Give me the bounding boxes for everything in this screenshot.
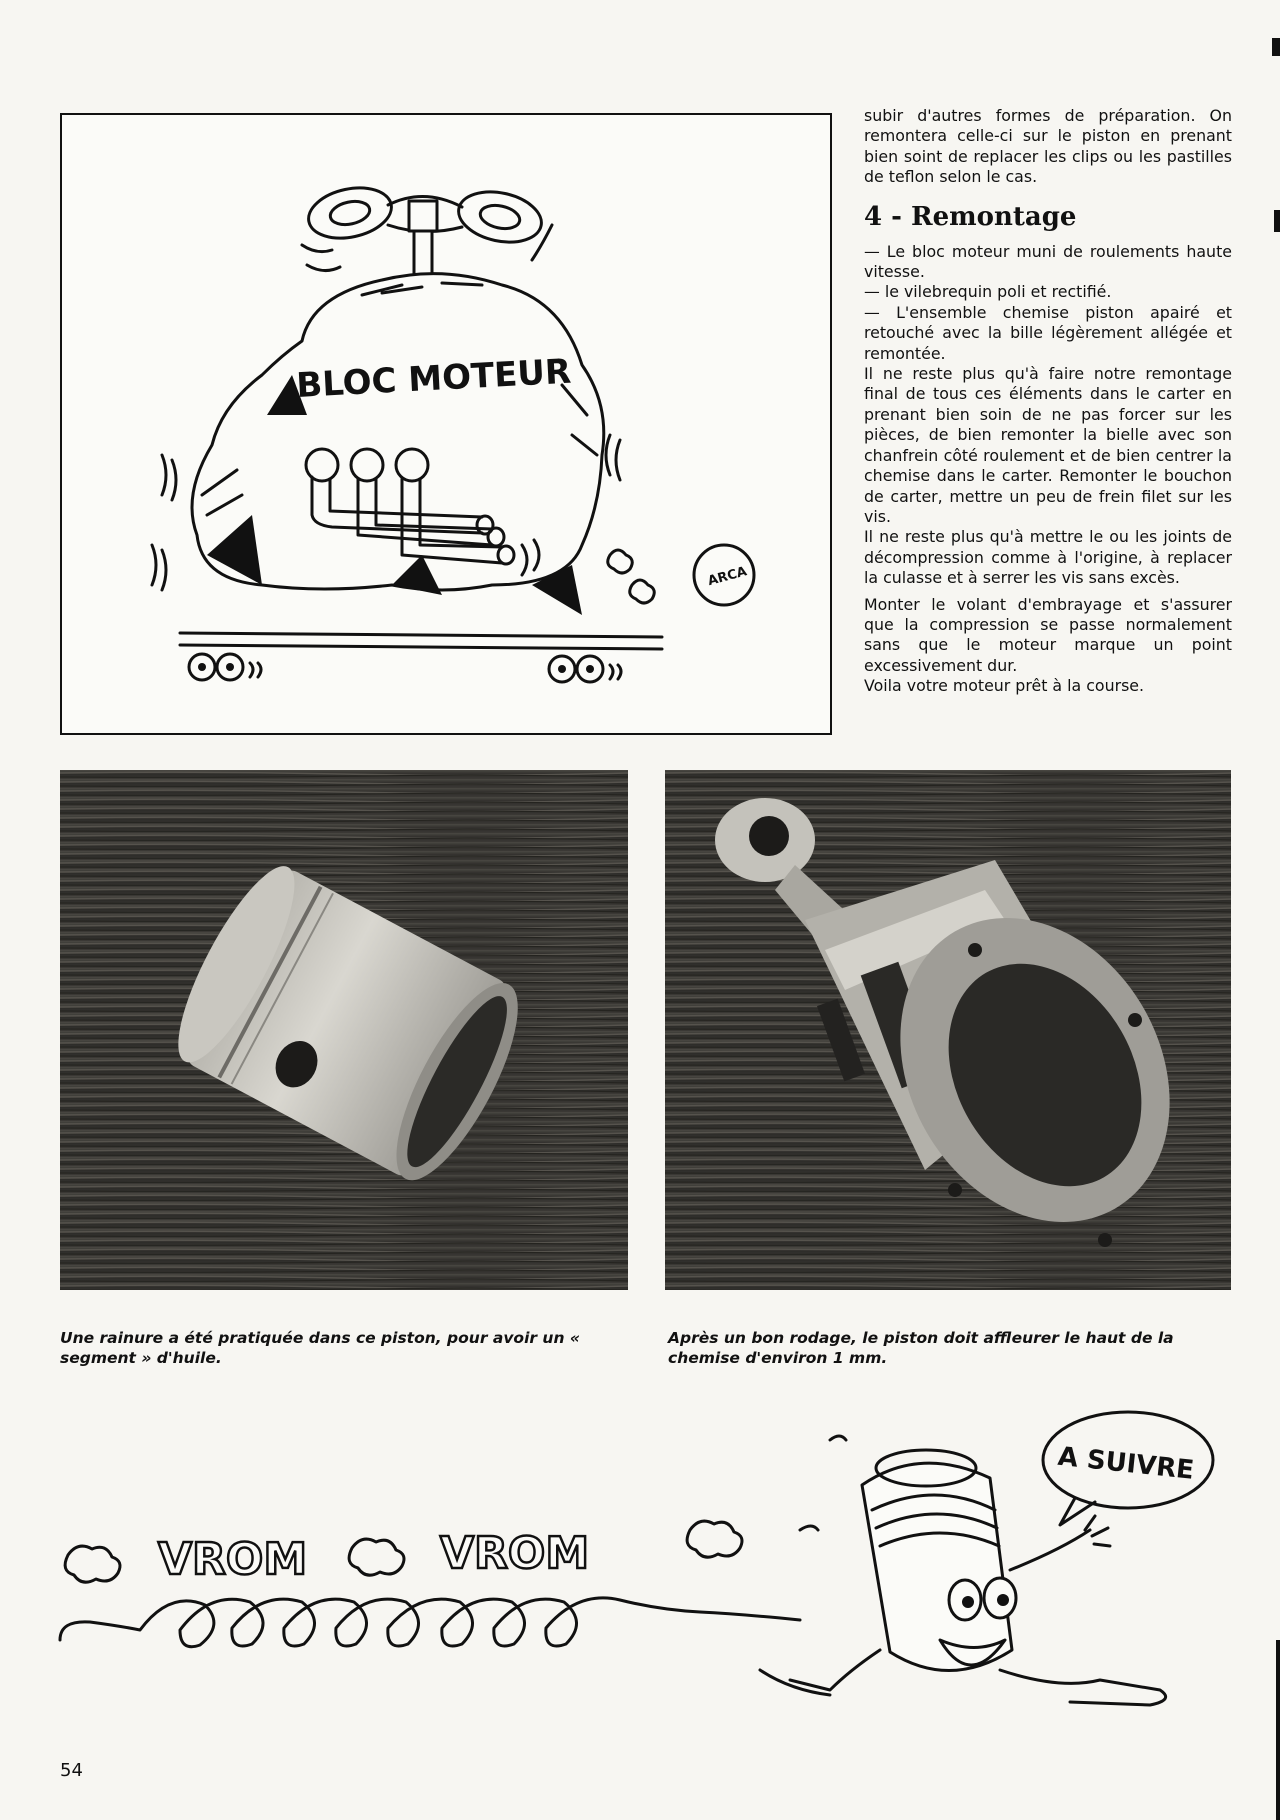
engine-cartoon-drawing [62,115,830,733]
intro-paragraph: subir d'autres formes de préparation. On remontera celle-ci sur le piston en prenant bien soint de replacer les clips ou les pastilles de teflon selon le cas. [864,106,1232,187]
a-suivre-bubble-text: A SUIVRE [1056,1441,1196,1486]
photo-caption-left: Une rainure a été pratiquée dans ce piston, pour avoir un « segment » d'huile. [60,1329,580,1367]
body-paragraph: Monter le volant d'embrayage et s'assurer que la compression se passe normalement sans que le moteur marque un point excessivement dur. [864,594,1232,675]
list-item: — L'ensemble chemise piston apairé et retouché avec la bille légèrement allégée et remontée. [864,302,1232,363]
piston-photo [60,770,628,1290]
footer-cartoon [0,1390,1272,1720]
list-item: — le vilebrequin poli et rectifié. [864,282,1112,302]
photo-caption-right: Après un bon rodage, le piston doit affleurer le haut de la chemise d'environ 1 mm. [668,1329,1174,1367]
cartoon-illustration [60,113,832,735]
section-heading: 4 - Remontage [864,201,1077,232]
edge-mark [1276,1640,1280,1820]
piston-photo-image [60,770,628,1290]
body-paragraph: Il ne reste plus qu'à faire notre remontage final de tous ces éléments dans le carter en prenant bien soin de ne pas forcer sur les pièces, de bien remonter la bielle avec son chanfrein côté roulement et de bien centrer la chemise dans le carter. Remonter le bouchon de carter, mettre un peu de frein filet sur les vis. [864,364,1232,526]
article-text-column [864,106,1232,697]
vrom-text-2: VROM [440,1528,590,1579]
edge-mark [1272,38,1280,56]
cylinder-photo [665,770,1231,1290]
body-paragraph: Il ne reste plus qu'à mettre le ou les joints de décompression comme à l'origine, à replacer la culasse et à serrer les vis sans excès. [864,527,1232,588]
page-number: 54 [60,1760,83,1781]
bloc-moteur-label: BLOC MOTEUR [295,351,573,406]
body-paragraph: Voila votre moteur prêt à la course. [864,676,1145,696]
cylinder-photo-image [665,770,1231,1290]
list-item: — Le bloc moteur muni de roulements haute vitesse. [864,241,1232,282]
vrom-text-1: VROM [158,1534,308,1585]
edge-mark [1274,210,1280,232]
artist-signature: ARCA [706,564,749,590]
